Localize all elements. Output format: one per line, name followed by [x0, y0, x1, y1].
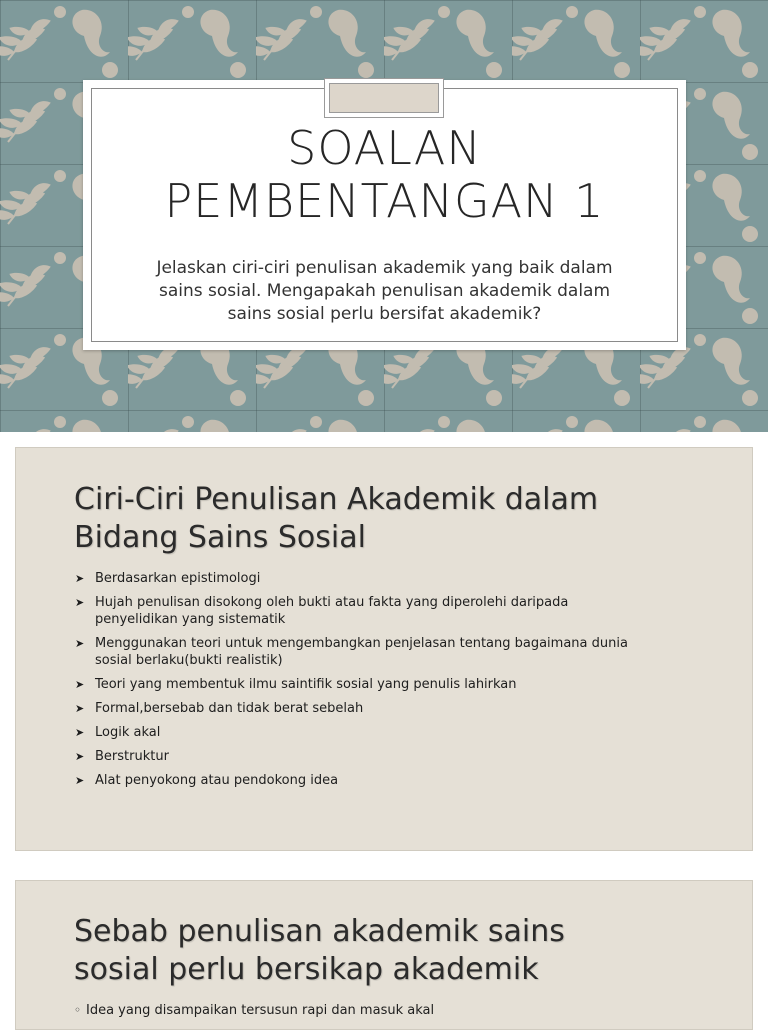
arrowhead-bullet-icon: ➤: [75, 596, 85, 609]
circle-bullet-icon: ◦: [74, 1003, 82, 1017]
bullet-text: Alat penyokong atau pendokong idea: [95, 773, 339, 788]
slide-title-line2: PEMBENTANGAN 1: [164, 174, 605, 228]
bullet-text: Logik akal: [95, 725, 161, 740]
bullet-text: Menggunakan teori untuk mengembangkan penjelasan tentang bagaimana dunia: [95, 636, 628, 651]
list-item: [74, 570, 702, 587]
slide-subtitle-line1: Jelaskan ciri-ciri penulisan akademik yang baik dalam: [156, 258, 613, 278]
bullet-text-continued: sosial berlaku(bukti realistik): [95, 653, 283, 668]
title-slide: [0, 0, 768, 432]
slide-title: [103, 122, 666, 228]
content-slide-characteristics: [15, 447, 753, 851]
arrowhead-bullet-icon: ➤: [75, 637, 85, 650]
list-item: [74, 594, 702, 628]
bullet-list: [74, 1002, 702, 1026]
arrowhead-bullet-icon: ➤: [75, 774, 85, 787]
list-item: [74, 748, 702, 765]
bullet-text: Formal,bersebab dan tidak berat sebelah: [95, 701, 364, 716]
card-tab-decoration: [324, 78, 444, 118]
bullet-text-continued: penyelidikan yang sistematik: [95, 612, 286, 627]
bullet-list: [74, 570, 702, 796]
list-item: [74, 700, 702, 717]
arrowhead-bullet-icon: ➤: [75, 750, 85, 763]
list-item: [74, 772, 702, 789]
list-item: [74, 676, 702, 693]
content-slide-title: [74, 481, 712, 557]
arrowhead-bullet-icon: ➤: [75, 678, 85, 691]
slide-subtitle-line2: sains sosial. Mengapakah penulisan akademik dalam: [158, 281, 611, 301]
bullet-text: Hujah penulisan disokong oleh bukti atau fakta yang diperolehi daripada: [95, 595, 569, 610]
list-item: [74, 635, 702, 669]
content-title-line1: Sebab penulisan akademik sains: [74, 914, 565, 949]
slide-subtitle: [113, 257, 656, 326]
arrowhead-bullet-icon: ➤: [75, 702, 85, 715]
content-title-line2: sosial perlu bersikap akademik: [74, 952, 539, 987]
content-slide-reasons: [15, 880, 753, 1030]
content-title-line2: Bidang Sains Sosial: [74, 520, 366, 555]
arrowhead-bullet-icon: ➤: [75, 572, 85, 585]
slide-title-line1: SOALAN: [287, 121, 482, 175]
content-title-line1: Ciri-Ciri Penulisan Akademik dalam: [74, 482, 599, 517]
arrowhead-bullet-icon: ➤: [75, 726, 85, 739]
content-slide-title: [74, 913, 712, 989]
bullet-text: Teori yang membentuk ilmu saintifik sosial yang penulis lahirkan: [95, 677, 517, 692]
bullet-text: Berdasarkan epistimologi: [95, 571, 261, 586]
list-item: [74, 724, 702, 741]
list-item: [74, 1002, 702, 1019]
bullet-text: Berstruktur: [95, 749, 169, 764]
slide-subtitle-line3: sains sosial perlu bersifat akademik?: [227, 304, 542, 324]
title-card: [83, 80, 686, 350]
bullet-text: Idea yang disampaikan tersusun rapi dan masuk akal: [86, 1003, 435, 1018]
